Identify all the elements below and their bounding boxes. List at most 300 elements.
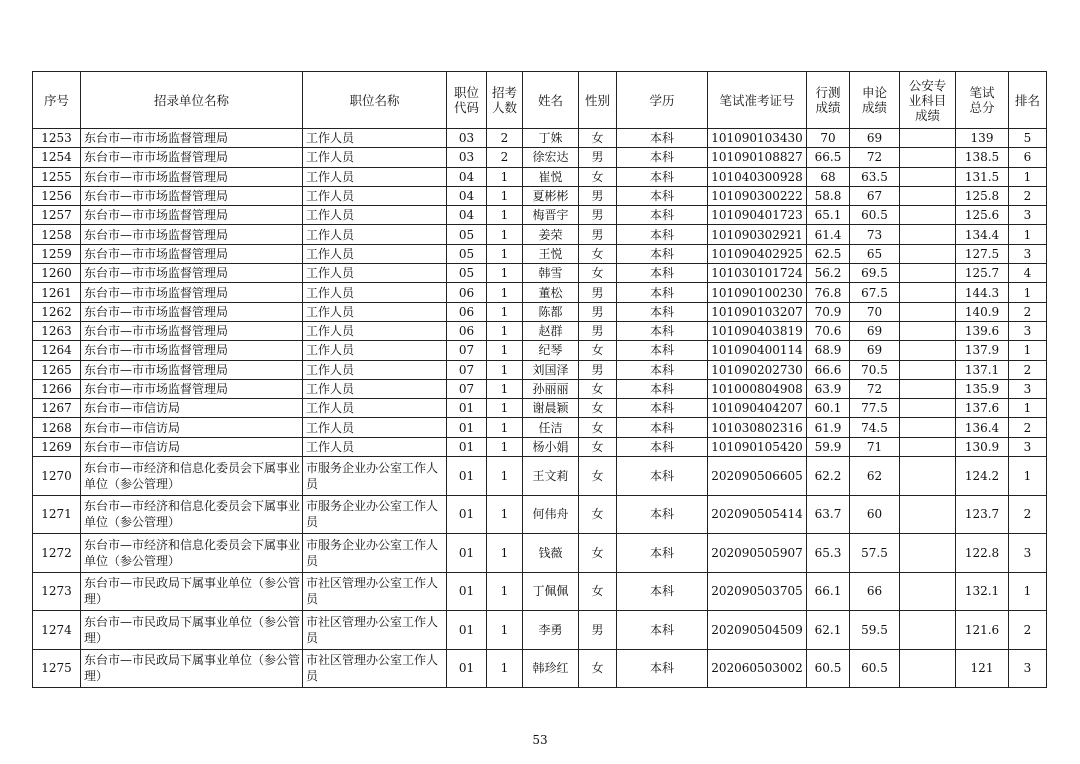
cell-police <box>900 225 956 244</box>
table-row <box>33 186 1047 205</box>
cell-seq: 1265 <box>33 360 81 379</box>
cell-code: 01 <box>447 418 487 437</box>
cell-exam-id: 101090402925 <box>708 244 807 263</box>
cell-position: 工作人员 <box>303 148 447 167</box>
cell-total: 140.9 <box>956 302 1009 321</box>
cell-education: 本科 <box>617 572 708 611</box>
cell-rank: 2 <box>1009 302 1047 321</box>
cell-total: 121 <box>956 649 1009 688</box>
cell-code: 01 <box>447 437 487 456</box>
cell-xingce: 65.3 <box>807 534 850 573</box>
cell-xingce: 61.9 <box>807 418 850 437</box>
table-row <box>33 264 1047 283</box>
cell-count: 1 <box>487 264 523 283</box>
cell-position: 工作人员 <box>303 129 447 148</box>
cell-education: 本科 <box>617 611 708 650</box>
cell-count: 1 <box>487 649 523 688</box>
cell-seq: 1259 <box>33 244 81 263</box>
table-row <box>33 457 1047 496</box>
cell-count: 1 <box>487 302 523 321</box>
cell-name: 韩雪 <box>523 264 579 283</box>
cell-total: 124.2 <box>956 457 1009 496</box>
cell-xingce: 76.8 <box>807 283 850 302</box>
cell-xingce: 66.5 <box>807 148 850 167</box>
cell-xingce: 68.9 <box>807 341 850 360</box>
cell-code: 01 <box>447 495 487 534</box>
header-xingce-line: 行测 <box>815 85 841 100</box>
cell-name: 王文莉 <box>523 457 579 496</box>
cell-total: 139 <box>956 129 1009 148</box>
header-police-line: 公安专 <box>908 77 947 93</box>
cell-gender: 女 <box>579 418 617 437</box>
cell-count: 1 <box>487 379 523 398</box>
cell-name: 陈都 <box>523 302 579 321</box>
cell-seq: 1269 <box>33 437 81 456</box>
header-xingce-line: 成绩 <box>815 100 841 115</box>
cell-gender: 女 <box>579 495 617 534</box>
cell-gender: 男 <box>579 302 617 321</box>
table-row <box>33 495 1047 534</box>
cell-xingce: 60.1 <box>807 399 850 418</box>
cell-rank: 1 <box>1009 341 1047 360</box>
cell-exam-id: 202090506605 <box>708 457 807 496</box>
cell-education: 本科 <box>617 167 708 186</box>
cell-unit: 东台市—市市场监督管理局 <box>81 167 303 186</box>
cell-position: 工作人员 <box>303 360 447 379</box>
cell-seq: 1272 <box>33 534 81 573</box>
cell-count: 1 <box>487 495 523 534</box>
cell-gender: 女 <box>579 437 617 456</box>
header-code <box>447 72 487 129</box>
cell-total: 136.4 <box>956 418 1009 437</box>
cell-seq: 1253 <box>33 129 81 148</box>
cell-seq: 1275 <box>33 649 81 688</box>
cell-count: 1 <box>487 244 523 263</box>
cell-xingce: 59.9 <box>807 437 850 456</box>
cell-position: 市社区管理办公室工作人员 <box>303 611 447 650</box>
cell-seq: 1268 <box>33 418 81 437</box>
cell-rank: 3 <box>1009 206 1047 225</box>
cell-name: 任洁 <box>523 418 579 437</box>
cell-code: 01 <box>447 399 487 418</box>
header-total-line: 笔试 <box>969 85 995 100</box>
table-row <box>33 437 1047 456</box>
cell-gender: 男 <box>579 206 617 225</box>
cell-gender: 男 <box>579 360 617 379</box>
cell-education: 本科 <box>617 495 708 534</box>
cell-seq: 1256 <box>33 186 81 205</box>
cell-exam-id: 101090401723 <box>708 206 807 225</box>
header-police <box>900 72 956 129</box>
cell-count: 1 <box>487 534 523 573</box>
cell-education: 本科 <box>617 418 708 437</box>
cell-seq: 1264 <box>33 341 81 360</box>
cell-seq: 1266 <box>33 379 81 398</box>
cell-name: 纪琴 <box>523 341 579 360</box>
cell-name: 丁姝 <box>523 129 579 148</box>
header-xingce <box>807 72 850 129</box>
cell-name: 董松 <box>523 283 579 302</box>
table-row <box>33 572 1047 611</box>
cell-code: 03 <box>447 148 487 167</box>
cell-name: 杨小娟 <box>523 437 579 456</box>
cell-xingce: 65.1 <box>807 206 850 225</box>
cell-unit: 东台市—市信访局 <box>81 418 303 437</box>
cell-total: 131.5 <box>956 167 1009 186</box>
cell-name: 丁佩佩 <box>523 572 579 611</box>
cell-count: 1 <box>487 225 523 244</box>
cell-rank: 2 <box>1009 611 1047 650</box>
cell-seq: 1267 <box>33 399 81 418</box>
cell-police <box>900 206 956 225</box>
cell-unit: 东台市—市市场监督管理局 <box>81 244 303 263</box>
cell-shenlun: 77.5 <box>850 399 900 418</box>
cell-police <box>900 148 956 167</box>
cell-total: 144.3 <box>956 283 1009 302</box>
header-seq <box>33 72 81 129</box>
cell-police <box>900 611 956 650</box>
cell-rank: 3 <box>1009 649 1047 688</box>
cell-unit: 东台市—市市场监督管理局 <box>81 264 303 283</box>
cell-education: 本科 <box>617 457 708 496</box>
cell-position: 市服务企业办公室工作人员 <box>303 534 447 573</box>
cell-police <box>900 572 956 611</box>
cell-name: 钱薇 <box>523 534 579 573</box>
cell-total: 138.5 <box>956 148 1009 167</box>
cell-count: 1 <box>487 360 523 379</box>
cell-rank: 2 <box>1009 186 1047 205</box>
cell-gender: 女 <box>579 572 617 611</box>
cell-position: 工作人员 <box>303 418 447 437</box>
table-row <box>33 129 1047 148</box>
cell-education: 本科 <box>617 148 708 167</box>
cell-police <box>900 186 956 205</box>
cell-shenlun: 70 <box>850 302 900 321</box>
cell-count: 1 <box>487 399 523 418</box>
table-row <box>33 302 1047 321</box>
cell-shenlun: 69.5 <box>850 264 900 283</box>
cell-code: 05 <box>447 225 487 244</box>
cell-unit: 东台市—市市场监督管理局 <box>81 186 303 205</box>
cell-total: 130.9 <box>956 437 1009 456</box>
cell-exam-id: 101000804908 <box>708 379 807 398</box>
cell-total: 139.6 <box>956 321 1009 340</box>
cell-gender: 女 <box>579 129 617 148</box>
cell-exam-id: 101090100230 <box>708 283 807 302</box>
cell-gender: 女 <box>579 244 617 263</box>
cell-rank: 3 <box>1009 379 1047 398</box>
cell-exam-id: 101090404207 <box>708 399 807 418</box>
cell-police <box>900 379 956 398</box>
cell-gender: 女 <box>579 534 617 573</box>
cell-education: 本科 <box>617 341 708 360</box>
cell-code: 01 <box>447 534 487 573</box>
cell-code: 07 <box>447 379 487 398</box>
cell-name: 姜荣 <box>523 225 579 244</box>
cell-seq: 1262 <box>33 302 81 321</box>
cell-position: 工作人员 <box>303 399 447 418</box>
cell-rank: 1 <box>1009 572 1047 611</box>
cell-rank: 1 <box>1009 167 1047 186</box>
cell-total: 122.8 <box>956 534 1009 573</box>
cell-shenlun: 60.5 <box>850 206 900 225</box>
cell-code: 01 <box>447 611 487 650</box>
cell-code: 01 <box>447 572 487 611</box>
cell-shenlun: 60.5 <box>850 649 900 688</box>
cell-shenlun: 72 <box>850 148 900 167</box>
cell-exam-id: 202090505907 <box>708 534 807 573</box>
cell-unit: 东台市—市信访局 <box>81 437 303 456</box>
cell-education: 本科 <box>617 283 708 302</box>
cell-education: 本科 <box>617 244 708 263</box>
cell-position: 市社区管理办公室工作人员 <box>303 649 447 688</box>
cell-education: 本科 <box>617 379 708 398</box>
cell-xingce: 66.6 <box>807 360 850 379</box>
cell-count: 1 <box>487 341 523 360</box>
cell-gender: 女 <box>579 399 617 418</box>
header-police-line: 业科目 <box>908 92 947 108</box>
cell-count: 2 <box>487 148 523 167</box>
cell-count: 2 <box>487 129 523 148</box>
cell-unit: 东台市—市市场监督管理局 <box>81 283 303 302</box>
table-body <box>33 129 1047 688</box>
cell-shenlun: 71 <box>850 437 900 456</box>
cell-rank: 5 <box>1009 129 1047 148</box>
cell-unit: 东台市—市市场监督管理局 <box>81 206 303 225</box>
cell-unit: 东台市—市民政局下属事业单位（参公管理） <box>81 649 303 688</box>
cell-rank: 1 <box>1009 225 1047 244</box>
cell-xingce: 62.5 <box>807 244 850 263</box>
cell-unit: 东台市—市市场监督管理局 <box>81 148 303 167</box>
header-education-line: 学历 <box>649 92 675 108</box>
cell-education: 本科 <box>617 225 708 244</box>
cell-code: 04 <box>447 206 487 225</box>
header-gender <box>579 72 617 129</box>
cell-gender: 女 <box>579 457 617 496</box>
cell-shenlun: 69 <box>850 341 900 360</box>
header-unit <box>81 72 303 129</box>
cell-exam-id: 101090105420 <box>708 437 807 456</box>
cell-xingce: 60.5 <box>807 649 850 688</box>
cell-name: 梅晋宇 <box>523 206 579 225</box>
cell-count: 1 <box>487 572 523 611</box>
cell-xingce: 63.9 <box>807 379 850 398</box>
results-sheet <box>32 71 1046 688</box>
header-shenlun-line: 申论 <box>861 85 887 100</box>
cell-seq: 1258 <box>33 225 81 244</box>
cell-education: 本科 <box>617 360 708 379</box>
header-shenlun <box>850 72 900 129</box>
cell-police <box>900 534 956 573</box>
cell-xingce: 61.4 <box>807 225 850 244</box>
cell-position: 市服务企业办公室工作人员 <box>303 495 447 534</box>
cell-total: 137.1 <box>956 360 1009 379</box>
cell-police <box>900 360 956 379</box>
cell-unit: 东台市—市市场监督管理局 <box>81 360 303 379</box>
cell-seq: 1273 <box>33 572 81 611</box>
header-total <box>956 72 1009 129</box>
cell-rank: 1 <box>1009 399 1047 418</box>
cell-unit: 东台市—市民政局下属事业单位（参公管理） <box>81 572 303 611</box>
cell-total: 125.6 <box>956 206 1009 225</box>
cell-unit: 东台市—市信访局 <box>81 399 303 418</box>
cell-gender: 男 <box>579 148 617 167</box>
cell-position: 工作人员 <box>303 379 447 398</box>
cell-unit: 东台市—市经济和信息化委员会下属事业单位（参公管理） <box>81 495 303 534</box>
cell-rank: 4 <box>1009 264 1047 283</box>
cell-code: 06 <box>447 283 487 302</box>
cell-education: 本科 <box>617 264 708 283</box>
cell-position: 工作人员 <box>303 167 447 186</box>
cell-total: 127.5 <box>956 244 1009 263</box>
cell-total: 123.7 <box>956 495 1009 534</box>
cell-police <box>900 399 956 418</box>
cell-xingce: 56.2 <box>807 264 850 283</box>
header-exam-id-line: 笔试准考证号 <box>719 92 795 108</box>
cell-xingce: 70.6 <box>807 321 850 340</box>
cell-police <box>900 283 956 302</box>
table-row <box>33 534 1047 573</box>
cell-unit: 东台市—市市场监督管理局 <box>81 321 303 340</box>
cell-seq: 1257 <box>33 206 81 225</box>
cell-rank: 2 <box>1009 495 1047 534</box>
table-row <box>33 225 1047 244</box>
header-rank <box>1009 72 1047 129</box>
cell-seq: 1254 <box>33 148 81 167</box>
exam-results-table <box>32 71 1047 688</box>
cell-position: 市社区管理办公室工作人员 <box>303 572 447 611</box>
cell-shenlun: 67.5 <box>850 283 900 302</box>
cell-gender: 女 <box>579 264 617 283</box>
cell-seq: 1274 <box>33 611 81 650</box>
cell-exam-id: 101090202730 <box>708 360 807 379</box>
cell-total: 121.6 <box>956 611 1009 650</box>
cell-exam-id: 202090505414 <box>708 495 807 534</box>
cell-code: 05 <box>447 264 487 283</box>
cell-rank: 2 <box>1009 360 1047 379</box>
cell-education: 本科 <box>617 206 708 225</box>
cell-seq: 1270 <box>33 457 81 496</box>
cell-shenlun: 67 <box>850 186 900 205</box>
cell-unit: 东台市—市市场监督管理局 <box>81 129 303 148</box>
cell-exam-id: 101090300222 <box>708 186 807 205</box>
cell-position: 市服务企业办公室工作人员 <box>303 457 447 496</box>
header-education <box>617 72 708 129</box>
cell-exam-id: 101090108827 <box>708 148 807 167</box>
header-shenlun-line: 成绩 <box>861 100 887 115</box>
cell-seq: 1260 <box>33 264 81 283</box>
cell-exam-id: 101090103430 <box>708 129 807 148</box>
cell-shenlun: 60 <box>850 495 900 534</box>
header-code-line: 职位 <box>453 85 479 100</box>
cell-name: 韩珍红 <box>523 649 579 688</box>
cell-exam-id: 101090400114 <box>708 341 807 360</box>
cell-police <box>900 167 956 186</box>
header-gender-line: 性别 <box>584 92 610 108</box>
cell-total: 134.4 <box>956 225 1009 244</box>
table-row <box>33 167 1047 186</box>
cell-rank: 3 <box>1009 437 1047 456</box>
cell-exam-id: 101090302921 <box>708 225 807 244</box>
cell-police <box>900 457 956 496</box>
cell-name: 谢晨颖 <box>523 399 579 418</box>
table-row <box>33 321 1047 340</box>
cell-unit: 东台市—市民政局下属事业单位（参公管理） <box>81 611 303 650</box>
cell-seq: 1255 <box>33 167 81 186</box>
header-unit-line: 招录单位名称 <box>153 92 229 108</box>
cell-xingce: 63.7 <box>807 495 850 534</box>
cell-rank: 1 <box>1009 283 1047 302</box>
cell-unit: 东台市—市市场监督管理局 <box>81 341 303 360</box>
cell-unit: 东台市—市市场监督管理局 <box>81 302 303 321</box>
cell-position: 工作人员 <box>303 283 447 302</box>
cell-name: 孙丽丽 <box>523 379 579 398</box>
cell-shenlun: 69 <box>850 129 900 148</box>
table-row <box>33 341 1047 360</box>
cell-code: 01 <box>447 649 487 688</box>
table-row <box>33 148 1047 167</box>
cell-unit: 东台市—市经济和信息化委员会下属事业单位（参公管理） <box>81 534 303 573</box>
cell-code: 07 <box>447 360 487 379</box>
cell-exam-id: 101090103207 <box>708 302 807 321</box>
cell-police <box>900 321 956 340</box>
header-name-line: 姓名 <box>537 92 563 108</box>
cell-code: 07 <box>447 341 487 360</box>
cell-exam-id: 202090504509 <box>708 611 807 650</box>
cell-count: 1 <box>487 321 523 340</box>
cell-code: 04 <box>447 167 487 186</box>
cell-police <box>900 341 956 360</box>
header-count <box>487 72 523 129</box>
cell-xingce: 62.1 <box>807 611 850 650</box>
cell-rank: 6 <box>1009 148 1047 167</box>
table-header-row <box>33 72 1047 129</box>
cell-position: 工作人员 <box>303 225 447 244</box>
cell-total: 135.9 <box>956 379 1009 398</box>
cell-rank: 3 <box>1009 244 1047 263</box>
cell-police <box>900 129 956 148</box>
cell-education: 本科 <box>617 302 708 321</box>
table-row <box>33 649 1047 688</box>
cell-police <box>900 418 956 437</box>
cell-education: 本科 <box>617 649 708 688</box>
cell-total: 137.9 <box>956 341 1009 360</box>
header-total-line: 总分 <box>969 100 995 115</box>
cell-shenlun: 57.5 <box>850 534 900 573</box>
table-row <box>33 360 1047 379</box>
header-position <box>303 72 447 129</box>
cell-police <box>900 437 956 456</box>
cell-name: 何伟舟 <box>523 495 579 534</box>
table-row <box>33 244 1047 263</box>
table-row <box>33 206 1047 225</box>
cell-seq: 1263 <box>33 321 81 340</box>
cell-position: 工作人员 <box>303 186 447 205</box>
header-code-line: 代码 <box>453 100 479 115</box>
cell-total: 125.8 <box>956 186 1009 205</box>
cell-police <box>900 649 956 688</box>
cell-shenlun: 70.5 <box>850 360 900 379</box>
cell-count: 1 <box>487 418 523 437</box>
cell-gender: 男 <box>579 225 617 244</box>
cell-gender: 女 <box>579 167 617 186</box>
cell-code: 06 <box>447 321 487 340</box>
cell-name: 刘国泽 <box>523 360 579 379</box>
cell-exam-id: 101030101724 <box>708 264 807 283</box>
cell-name: 赵群 <box>523 321 579 340</box>
cell-shenlun: 65 <box>850 244 900 263</box>
cell-gender: 男 <box>579 321 617 340</box>
